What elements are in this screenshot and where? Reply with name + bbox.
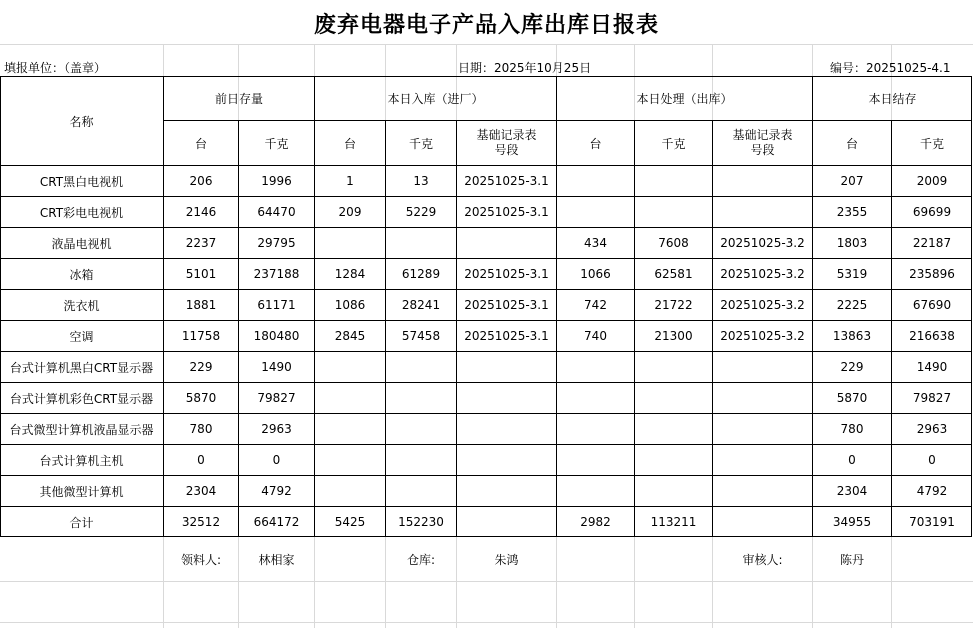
- cell-pc: 5101: [185, 267, 217, 281]
- cell-ic: [315, 445, 385, 475]
- cell-pc: 11758: [181, 329, 221, 343]
- header-name: 名称: [69, 114, 94, 129]
- cell-bc: 5319: [836, 267, 868, 281]
- cell-ow: [635, 476, 712, 506]
- header-out-record-line2: 号段: [750, 143, 775, 157]
- receiver-label: 领料人:: [180, 552, 222, 567]
- cell-bw: 703191: [909, 515, 955, 529]
- header-bal-count: 台: [845, 136, 858, 151]
- cell-iw: [386, 352, 456, 382]
- cell-name: 台式计算机彩色CRT显示器: [9, 391, 154, 406]
- cell-name: CRT彩电电视机: [39, 205, 124, 220]
- cell-ir: 20251025-3.1: [464, 298, 549, 312]
- warehouse-label: 仓库:: [406, 552, 436, 567]
- cell-bc: 229: [840, 360, 864, 374]
- cell-ic: [315, 228, 385, 258]
- header-out-count: 台: [589, 136, 602, 151]
- cell-or: 20251025-3.2: [720, 236, 805, 250]
- cell-pw: 64470: [257, 205, 296, 219]
- cell-ow: [635, 383, 712, 413]
- cell-bw: 67690: [912, 298, 952, 312]
- cell-bw: 0: [928, 453, 936, 467]
- cell-pw: 4792: [261, 484, 292, 498]
- cell-ic: 1: [346, 174, 354, 188]
- header-in-record-line2: 号段: [494, 143, 519, 157]
- cell-ic: 209: [338, 205, 362, 219]
- cell-pc: 206: [189, 174, 213, 188]
- cell-ow: [635, 166, 712, 196]
- cell-iw: [386, 414, 456, 444]
- reviewer-label: 审核人:: [742, 552, 783, 567]
- cell-pw: 2963: [261, 422, 292, 436]
- report-date: 日期：2025年10月25日: [458, 61, 592, 75]
- cell-bw: 1490: [916, 360, 948, 374]
- cell-or: 20251025-3.2: [720, 329, 805, 343]
- header-process: 本日处理（出库）: [636, 92, 733, 106]
- cell-bw: 216638: [909, 329, 955, 343]
- cell-pc: 2237: [185, 236, 217, 250]
- cell-name: 冰箱: [69, 267, 94, 282]
- cell-bw: 2963: [916, 422, 948, 436]
- header-in-count: 台: [343, 136, 356, 151]
- cell-or: [713, 352, 812, 382]
- cell-ir: [457, 352, 556, 382]
- cell-name: 液晶电视机: [51, 236, 112, 251]
- cell-ic: [315, 414, 385, 444]
- cell-oc: 740: [584, 329, 607, 343]
- cell-pw: 61171: [257, 298, 296, 312]
- cell-oc: 2982: [580, 515, 611, 529]
- header-inbound: 本日入库（进厂）: [387, 92, 484, 106]
- header-in-record-line1: 基础记录表: [476, 128, 537, 142]
- cell-pw: 237188: [253, 267, 300, 281]
- cell-oc: [557, 166, 634, 196]
- cell-iw: 13: [413, 174, 429, 188]
- cell-or: [713, 383, 812, 413]
- cell-oc: [557, 476, 634, 506]
- cell-ow: [635, 445, 712, 475]
- cell-ow: 21722: [654, 298, 693, 312]
- header-out-record: [713, 121, 812, 165]
- cell-iw: [386, 228, 456, 258]
- cell-or: [713, 445, 812, 475]
- cell-pw: 180480: [253, 329, 300, 343]
- cell-name: 合计: [69, 515, 94, 530]
- cell-ir: [457, 414, 556, 444]
- receiver-name: 林相家: [258, 552, 295, 567]
- header-out-weight: 千克: [661, 136, 686, 151]
- cell-bc: 13863: [832, 329, 872, 343]
- cell-bw: 4792: [916, 484, 948, 498]
- cell-name: 台式微型计算机液晶显示器: [9, 422, 154, 437]
- cell-pw: 664172: [253, 515, 300, 529]
- cell-bc: 5870: [836, 391, 868, 405]
- cell-pw: 0: [272, 453, 281, 467]
- header-in-weight: 千克: [408, 136, 433, 151]
- cell-ic: [315, 476, 385, 506]
- warehouse-name: 朱鸿: [494, 552, 519, 567]
- cell-ic: 1086: [334, 298, 366, 312]
- header-prev-count: 台: [194, 136, 207, 151]
- cell-name: 台式计算机主机: [39, 453, 124, 468]
- cell-pw: 79827: [257, 391, 296, 405]
- cell-oc: 1066: [580, 267, 611, 281]
- cell-bw: 79827: [912, 391, 952, 405]
- reviewer-name: 陈丹: [839, 552, 864, 567]
- cell-bc: 0: [848, 453, 856, 467]
- cell-ir: 20251025-3.1: [464, 205, 549, 219]
- header-prev-stock: 前日存量: [214, 92, 263, 106]
- cell-ir: [457, 507, 556, 537]
- cell-or: [713, 197, 812, 227]
- cell-iw: [386, 476, 456, 506]
- cell-iw: [386, 445, 456, 475]
- cell-name: 其他微型计算机: [39, 484, 124, 499]
- cell-ic: 1284: [334, 267, 366, 281]
- cell-ow: [635, 414, 712, 444]
- cell-or: [713, 414, 812, 444]
- cell-pw: 1490: [261, 360, 292, 374]
- cell-ow: 7608: [658, 236, 689, 250]
- cell-name: CRT黑白电视机: [39, 174, 124, 189]
- cell-or: 20251025-3.2: [720, 298, 805, 312]
- cell-ir: [457, 476, 556, 506]
- cell-ow: 113211: [650, 515, 697, 529]
- cell-ic: 5425: [334, 515, 366, 529]
- cell-bw: 2009: [916, 174, 948, 188]
- header-balance: 本日结存: [868, 92, 917, 106]
- cell-ir: [457, 383, 556, 413]
- cell-or: 20251025-3.2: [720, 267, 805, 281]
- cell-ir: [457, 445, 556, 475]
- cell-pc: 2146: [185, 205, 217, 219]
- cell-pc: 780: [189, 422, 213, 436]
- cell-ir: [457, 228, 556, 258]
- cell-bw: 235896: [909, 267, 955, 281]
- cell-bc: 207: [840, 174, 864, 188]
- cell-pw: 29795: [257, 236, 296, 250]
- cell-oc: [557, 383, 634, 413]
- cell-oc: [557, 352, 634, 382]
- fill-unit-label: 填报单位：（盖章）: [4, 61, 107, 75]
- cell-ic: [315, 352, 385, 382]
- cell-bc: 2304: [836, 484, 868, 498]
- cell-oc: [557, 445, 634, 475]
- cell-ir: 20251025-3.1: [464, 329, 549, 343]
- cell-iw: [386, 383, 456, 413]
- cell-pc: 2304: [185, 484, 217, 498]
- cell-bc: 34955: [832, 515, 872, 529]
- cell-bc: 780: [840, 422, 864, 436]
- report-title: 废弃电器电子产品入库出库日报表: [313, 12, 659, 38]
- cell-or: [713, 166, 812, 196]
- cell-oc: [557, 197, 634, 227]
- cell-pw: 1996: [261, 174, 292, 188]
- cell-bw: 69699: [912, 205, 952, 219]
- cell-bc: 2225: [836, 298, 868, 312]
- cell-or: [713, 507, 812, 537]
- cell-bw: 22187: [912, 236, 952, 250]
- header-out-record-line1: 基础记录表: [732, 128, 793, 142]
- cell-ic: [315, 383, 385, 413]
- cell-pc: 1881: [185, 298, 217, 312]
- header-prev-weight: 千克: [264, 136, 289, 151]
- header-bal-weight: 千克: [919, 136, 944, 151]
- cell-iw: 61289: [401, 267, 441, 281]
- cell-ir: 20251025-3.1: [464, 267, 549, 281]
- cell-ow: 62581: [654, 267, 693, 281]
- cell-pc: 32512: [181, 515, 221, 529]
- cell-ir: 20251025-3.1: [464, 174, 549, 188]
- cell-oc: 434: [584, 236, 607, 250]
- cell-pc: 229: [189, 360, 213, 374]
- cell-bc: 1803: [836, 236, 868, 250]
- cell-oc: [557, 414, 634, 444]
- cell-iw: 28241: [401, 298, 441, 312]
- cell-name: 洗衣机: [63, 298, 100, 313]
- cell-iw: 5229: [405, 205, 437, 219]
- cell-name: 空调: [69, 329, 94, 344]
- cell-name: 台式计算机黑白CRT显示器: [9, 360, 154, 375]
- cell-pc: 5870: [185, 391, 217, 405]
- header-in-record: [457, 121, 556, 165]
- cell-ow: [635, 197, 712, 227]
- cell-pc: 0: [197, 453, 205, 467]
- cell-ic: 2845: [334, 329, 366, 343]
- cell-iw: 152230: [398, 515, 444, 529]
- report-number: 编号：20251025-4.1: [830, 61, 951, 75]
- cell-ow: [635, 352, 712, 382]
- cell-or: [713, 476, 812, 506]
- cell-ow: 21300: [654, 329, 693, 343]
- cell-iw: 57458: [401, 329, 441, 343]
- cell-bc: 2355: [836, 205, 868, 219]
- cell-oc: 742: [584, 298, 607, 312]
